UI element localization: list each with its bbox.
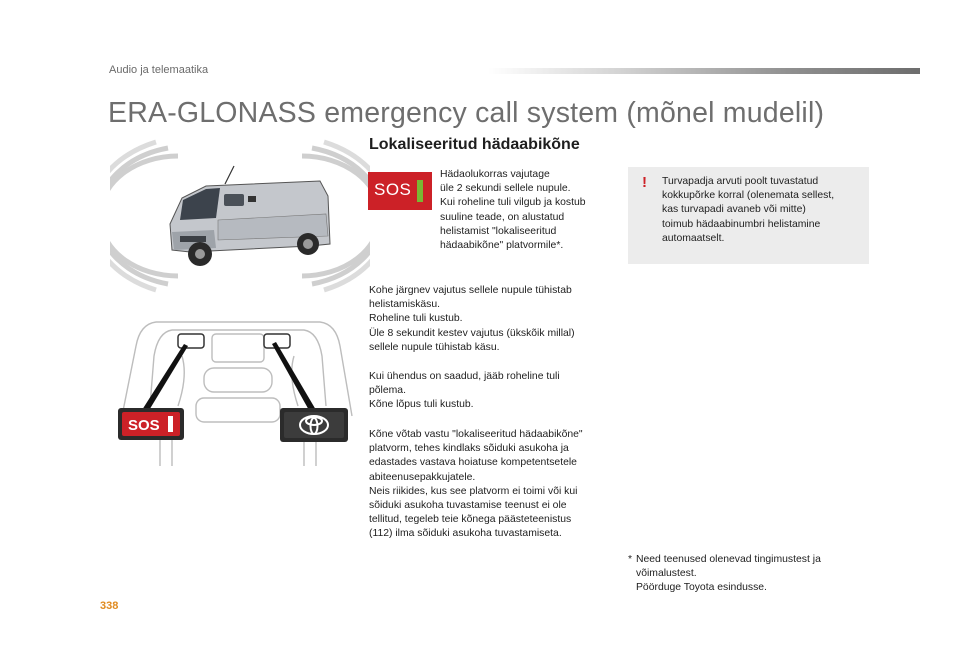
warning-text: Turvapadja arvuti poolt tuvastatud kokkupõrke korral (olenemata sellest, kas turvapadi avaneb või mitte) toimub hädaabinumbri helistamine automaatselt. <box>662 176 835 244</box>
sos-switch-icon <box>178 334 204 348</box>
svg-text:SOS: SOS <box>128 417 160 434</box>
green-led-icon <box>417 180 423 202</box>
platform-paragraph: Kõne võtab vastu "lokaliseeritud hädaabikõne" platvorm, tehes kindlaks sõiduki asukoha ja edastades vastava hoiatuse kompetentsetele abiteenusepakkujatele. Neis riikides, kus see platvorm ei toimi või kui sõiduki asukoha tuvastamise teenust ei ole tellitud, tegeleb teie kõnega päästeteenistus (112) ilma sõiduki asukoha tuvastamiseta. <box>369 429 583 540</box>
page-number: 338 <box>100 600 119 612</box>
section-label: Audio ja telemaatika <box>109 64 209 76</box>
sos-label: SOS <box>374 180 412 199</box>
section-subtitle: Lokaliseeritud hädaabikõne <box>369 136 580 153</box>
console-illustration <box>112 316 364 472</box>
footnote: Need teenused olenevad tingimustest ja võimalustest. Pöörduge Toyota esindusse. <box>636 554 821 594</box>
toyota-callout-button <box>280 408 348 442</box>
sos-callout-button <box>118 408 184 440</box>
warning-icon: ! <box>642 174 647 191</box>
van-icon <box>170 166 330 266</box>
footnote-mark: * <box>628 554 633 565</box>
sos-button-icon <box>368 172 432 210</box>
van-illustration <box>110 136 370 296</box>
cancel-paragraph: Kohe järgnev vajutus sellele nupule tühistab helistamiskäsu. Roheline tuli kustub. Üle 8 sekundit kestev vajutus (ükskõik millal) sellele nupule tühistab käsu. <box>369 285 575 353</box>
page-title: ERA-GLONASS emergency call system (mõnel mudelil) <box>108 97 825 129</box>
connected-paragraph: Kui ühendus on saadud, jääb roheline tuli põlema. Kõne lõpus tuli kustub. <box>369 371 560 411</box>
intro-paragraph: Hädaolukorras vajutage üle 2 sekundi sellele nupule. Kui roheline tuli vilgub ja kostub suuline teade, on alustatud helistamist "lokaliseeritud hädaabikõne" platvormile*. <box>440 169 586 252</box>
header-divider <box>488 68 920 74</box>
